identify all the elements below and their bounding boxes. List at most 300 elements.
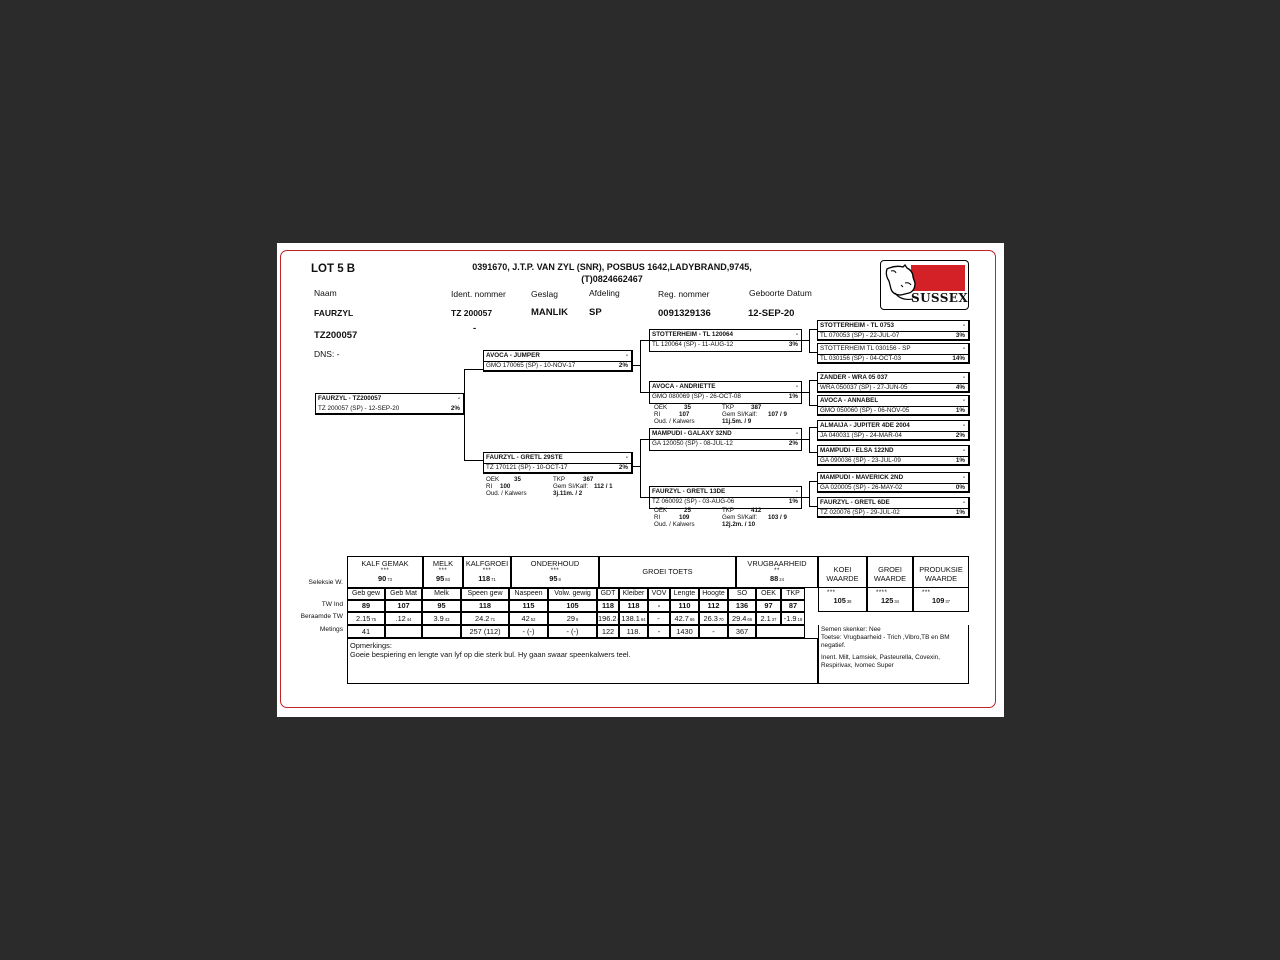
metings-empty-cell	[756, 625, 805, 638]
col-header	[597, 588, 619, 600]
groei-waarde-value	[867, 588, 913, 612]
pedigree-dash: -	[795, 383, 798, 390]
value-afdeling: SP	[589, 307, 602, 318]
produksie-waarde-value	[913, 588, 969, 612]
label-reg: Reg. nommer	[658, 289, 710, 299]
pedigree-reg: GMO 080069 (SP) - 26-OCT-08	[652, 393, 741, 400]
pedigree-dash: -	[625, 352, 628, 359]
col-header	[461, 588, 509, 600]
cell-value: Hoogte	[702, 590, 725, 597]
cell-value: -	[712, 627, 715, 636]
toetse-text: Toetse: Vrugbaarheid - Trich ,Vibro,TB en BM negatief.	[821, 634, 950, 649]
group-vrugbaarheid	[736, 556, 818, 588]
stat-label: Gem SI/Kalf:	[553, 483, 589, 490]
metings-cell	[347, 625, 385, 638]
stat-value: 35	[684, 404, 691, 411]
group-sel: 95	[436, 574, 445, 583]
cell-value: Geb gew	[351, 590, 381, 597]
stat-value: 3j.11m. / 2	[553, 490, 583, 497]
group-produksie-waarde	[913, 556, 969, 588]
group-stars: ***	[482, 568, 492, 574]
beraamde-cell	[597, 612, 619, 625]
pedigree-pct: 3%	[788, 341, 798, 348]
pedigree-pct: 2%	[450, 405, 460, 412]
cell-value: 118.	[626, 627, 641, 636]
stat-value: 25	[684, 507, 691, 514]
cell-value: 118	[627, 601, 640, 610]
pedigree-reg: GA 120050 (SP) - 08-JUL-12	[652, 440, 733, 447]
waarde-value: 105	[833, 596, 846, 605]
label-naam: Naam	[314, 288, 337, 298]
pedigree-dash: -	[962, 322, 965, 329]
group-sel-sub: 71	[491, 577, 496, 582]
stat-value: 100	[500, 483, 511, 490]
cell-value: 29	[566, 614, 575, 623]
col-header	[385, 588, 422, 600]
waarde-value: 125	[880, 596, 894, 605]
col-header	[728, 588, 756, 600]
cell-value: 136	[735, 601, 749, 610]
beraamde-cell	[728, 612, 756, 625]
waarde-sub: 34	[894, 599, 899, 604]
cell-value: - (-)	[566, 627, 579, 636]
tw-ind-cell	[619, 600, 648, 612]
metings-cell	[699, 625, 728, 638]
row-label-metings: Metings	[319, 626, 343, 633]
group-groei-toets	[599, 556, 736, 588]
pedigree-sire-dam	[649, 381, 802, 404]
group-stars: ***	[438, 568, 448, 574]
group-label: WAARDE	[924, 574, 958, 583]
cell-value: 24.2	[474, 614, 490, 623]
logo-wordmark: SUSSEX	[911, 291, 969, 305]
cell-value: 115	[522, 601, 535, 610]
tw-ind-cell	[422, 600, 461, 612]
tw-ind-cell	[648, 600, 670, 612]
pedigree-dash: -	[962, 474, 965, 481]
pedigree-reg: TL 120064 (SP) - 11-AUG-12	[652, 341, 734, 348]
pedigree-pct: 2%	[955, 432, 965, 439]
pedigree-dash: -	[457, 395, 460, 402]
pedigree-pct: 1%	[955, 457, 965, 464]
group-label: WAARDE	[826, 574, 859, 583]
beraamde-cell	[670, 612, 699, 625]
group-kalf-gemak	[347, 556, 423, 588]
stat-value: 103 / 9	[768, 514, 787, 521]
waarde-stars: ****	[876, 590, 888, 596]
group-sel-sub: 8	[558, 577, 561, 582]
stat-value: 11j.5m. / 9	[722, 418, 752, 425]
cell-value: 257 (112)	[469, 627, 501, 636]
stat-label: TKP	[722, 507, 735, 514]
waarde-sub: 38	[846, 599, 852, 604]
pedigree-dash: -	[962, 499, 965, 506]
pedigree-pct: 3%	[955, 332, 965, 339]
cell-sub: 66	[689, 617, 695, 622]
col-header	[548, 588, 597, 600]
metings-cell	[548, 625, 597, 638]
pedigree-reg: TZ 020076 (SP) - 29-JUL-02	[820, 509, 900, 516]
cell-value: 1430	[676, 627, 693, 636]
row-label-tw: TW Ind	[321, 601, 343, 608]
beraamde-cell	[781, 612, 805, 625]
cell-value: 196.2	[598, 614, 617, 623]
cell-value: Speen gew	[467, 590, 503, 597]
group-sel: 118	[478, 574, 491, 583]
pedigree-name: MAMPUDI - ELSA 122ND	[820, 447, 894, 454]
stat-value: 12j.2m. / 10	[722, 521, 756, 528]
pedigree-pct: 1%	[788, 393, 798, 400]
cell-value: Naspeen	[514, 590, 543, 597]
col-header	[756, 588, 781, 600]
beraamde-cell	[422, 612, 461, 625]
sussex-logo	[880, 260, 969, 310]
cell-sub: 19	[797, 617, 803, 622]
group-label: WAARDE	[873, 574, 907, 583]
notes-box	[818, 625, 969, 684]
pedigree-reg: WRA 050037 (SP) - 27-JUN-05	[820, 384, 908, 391]
pedigree-dash: -	[962, 397, 965, 404]
cell-value: 89	[361, 601, 371, 610]
stat-value: 112 / 1	[594, 483, 613, 490]
semen-text: Semen skenker: Nee	[821, 626, 881, 633]
pedigree-pct: 2%	[618, 464, 628, 471]
stat-value: 35	[514, 476, 521, 483]
cell-value: -1.9	[783, 614, 797, 623]
pedigree-pct: 14%	[952, 355, 965, 362]
pedigree-dash: -	[795, 331, 798, 338]
pedigree-dam	[483, 452, 633, 474]
stat-label: Oud. / Kalwers	[654, 521, 695, 528]
beraamde-cell	[619, 612, 648, 625]
label-afdeling: Afdeling	[589, 288, 620, 298]
cell-value: 95	[437, 601, 446, 610]
pedigree-dash: -	[625, 454, 628, 461]
group-label: VRUGBAARHEID	[747, 559, 807, 568]
cell-value: 26.3	[703, 614, 718, 623]
label-ident: Ident. nommer	[451, 289, 506, 299]
cell-value: 3.9	[433, 614, 444, 623]
col-header	[619, 588, 648, 600]
group-groei-waarde	[867, 556, 913, 588]
tw-ind-cell	[548, 600, 597, 612]
pedigree-reg: GMO 050060 (SP) - 06-NOV-05	[820, 407, 910, 414]
inent-text: Inent. Milt, Lamsiek, Pasteurella, Covexin, Respirivax, Ivomec Super	[821, 654, 940, 669]
stat-label: OEK	[486, 476, 500, 483]
beraamde-cell	[385, 612, 422, 625]
waarde-stars: ***	[922, 590, 931, 596]
remarks-label: Opmerkings:	[350, 641, 392, 650]
stat-label: Gem SI/Kalf:	[722, 514, 758, 521]
pedigree-gen3-7	[817, 472, 970, 493]
cell-value: 29.4	[731, 614, 747, 623]
stat-label: RI	[654, 411, 661, 418]
cell-value: -	[657, 614, 660, 623]
group-label: MELK	[432, 559, 454, 568]
cell-sub: 37	[771, 617, 777, 622]
remarks-box	[347, 638, 818, 684]
stat-value: 109	[679, 514, 690, 521]
pedigree-pct: 1%	[955, 407, 965, 414]
beraamde-cell	[648, 612, 670, 625]
group-label: PRODUKSIE	[919, 565, 963, 574]
pedigree-dash: -	[962, 374, 965, 381]
cell-value: 42	[521, 614, 530, 623]
lot-card	[277, 243, 1004, 717]
pedigree-gen3-4	[817, 395, 970, 416]
pedigree-reg: TL 070053 (SP) - 22-JUL-07	[820, 332, 900, 339]
stat-label: RI	[654, 514, 661, 521]
pedigree-name: FAURZYL - GRETL 13DE	[652, 488, 726, 495]
cell-value: Geb Mat	[390, 590, 417, 597]
col-header	[509, 588, 548, 600]
col-header	[648, 588, 670, 600]
pedigree-name: MAMPUDI - GALAXY 32ND	[652, 430, 732, 437]
cell-value: 105	[566, 601, 579, 610]
pedigree-name: FAURZYL - TZ200057	[318, 395, 382, 402]
group-label: KALFGROEI	[465, 559, 509, 568]
group-label: GROEI TOETS	[642, 567, 693, 576]
pedigree-dash: -	[962, 422, 965, 429]
beraamde-cell	[548, 612, 597, 625]
value-ident: TZ 200057	[451, 308, 493, 318]
group-stars: **	[774, 568, 780, 574]
cell-value: Volw. gewig	[554, 590, 591, 597]
metings-cell	[597, 625, 619, 638]
pedigree-reg: TL 030156 (SP) - 04-OCT-03	[820, 355, 901, 362]
cell-value: 107	[397, 601, 410, 610]
group-kalfgroei	[463, 556, 511, 588]
cell-value: SO	[736, 590, 748, 597]
pedigree-dash: -	[795, 488, 798, 495]
cell-sub: 44	[406, 617, 412, 622]
cell-sub: 66	[747, 617, 753, 622]
remarks-text: Goeie bespiering en lengte van lyf op die sterk bul. Hy gaan swaar speenkalwers teel.	[350, 650, 631, 659]
cell-value: GDT	[600, 590, 616, 597]
metings-cell	[728, 625, 756, 638]
stat-label: Gem SI/Kalf:	[722, 411, 758, 418]
pedigree-name: ZANDER - WRA 05 037	[820, 374, 888, 381]
pedigree-reg: GA 090036 (SP) - 23-JUL-09	[820, 457, 901, 464]
pedigree-name: AVOCA - JUMPER	[486, 352, 540, 359]
group-sel: 88	[770, 574, 779, 583]
col-header	[670, 588, 699, 600]
group-sel-sub: 83	[445, 577, 450, 582]
cell-value: 2.1	[760, 614, 771, 623]
value-geboorte: 12-SEP-20	[748, 308, 795, 319]
cell-value: Melk	[434, 590, 449, 597]
cell-value: 122	[601, 627, 615, 636]
pedigree-name: STOTTERHEIM - TL 0753	[820, 322, 894, 329]
tw-ind-cell	[728, 600, 756, 612]
col-header	[781, 588, 805, 600]
pedigree-name: STOTTERHEIM - TL 120064	[652, 331, 733, 338]
pedigree-dash: -	[795, 430, 798, 437]
pedigree-reg: GMO 170065 (SP) - 10-NOV-17	[486, 362, 576, 369]
pedigree-name: AVOCA - ANDRIETTE	[652, 383, 716, 390]
pedigree-name: STOTTERHEIM TL 030156 - SP	[820, 345, 911, 352]
cell-value: Lengte	[673, 590, 696, 597]
stat-value: 367	[583, 476, 594, 483]
pedigree-dash: -	[962, 345, 965, 352]
pedigree-pct: 4%	[955, 384, 965, 391]
cell-value: 138.1	[621, 614, 640, 623]
cell-value: OEK	[761, 590, 776, 597]
pedigree-pct: 0%	[955, 484, 965, 491]
cell-value: Kleiber	[622, 590, 645, 597]
label-geslag: Geslag	[531, 289, 558, 299]
group-label: KOEI	[833, 565, 852, 574]
pedigree-pct: 2%	[618, 362, 628, 369]
stat-label: Oud. / Kalwers	[486, 490, 527, 497]
metings-cell	[648, 625, 670, 638]
group-sel-sub: 24	[779, 577, 784, 582]
cell-value: 118	[479, 601, 491, 610]
cell-sub: 71	[490, 617, 496, 622]
waarde-sub: 37	[945, 599, 950, 604]
pedigree-dam-dam	[649, 486, 802, 509]
pedigree-reg: TZ 060092 (SP) - 03-AUG-06	[652, 498, 735, 505]
value-naam: FAURZYL	[314, 308, 354, 318]
stat-label: OEK	[654, 507, 668, 514]
cell-value: - (-)	[522, 627, 535, 636]
tw-ind-cell	[461, 600, 509, 612]
cell-value: 110	[678, 601, 691, 610]
tw-ind-cell	[756, 600, 781, 612]
cell-value: 112	[707, 601, 720, 610]
group-stars: ***	[550, 568, 560, 574]
dns-status: DNS: -	[314, 349, 340, 359]
cell-value: 118	[602, 601, 614, 610]
waarde-stars: ***	[827, 590, 836, 596]
pedigree-sire	[483, 350, 633, 372]
cell-value: 42.7	[674, 614, 689, 623]
cell-sub: 64	[640, 617, 646, 622]
koei-waarde-value	[818, 588, 867, 612]
tw-ind-cell	[509, 600, 548, 612]
stat-label: RI	[486, 483, 493, 490]
stat-label: OEK	[654, 404, 668, 411]
cell-sub: 43	[444, 617, 450, 622]
pedigree-gen3-3	[817, 372, 970, 393]
cell-value: 41	[361, 627, 371, 636]
col-header	[699, 588, 728, 600]
pedigree-sire-sire	[649, 329, 802, 352]
stat-label: Oud. / Kalwers	[654, 418, 695, 425]
tw-ind-cell	[597, 600, 619, 612]
pedigree-pct: 2%	[788, 440, 798, 447]
waarde-value: 109	[931, 596, 945, 605]
metings-cell	[670, 625, 699, 638]
group-sel: 90	[378, 574, 387, 583]
owner-line-1: 0391670, J.T.P. VAN ZYL (SNR), POSBUS 1642,LADYBRAND,9745,	[472, 262, 752, 272]
pedigree-dash: -	[962, 447, 965, 454]
pedigree-pct: 1%	[788, 498, 798, 505]
pedigree-name: AVOCA - ANNABEL	[820, 397, 879, 404]
col-header	[347, 588, 385, 600]
pedigree-reg: JA 040031 (SP) - 24-MAR-04	[820, 432, 902, 439]
tz-dash: -	[473, 323, 477, 334]
beraamde-cell	[461, 612, 509, 625]
pedigree-gen3-6	[817, 445, 970, 466]
group-melk	[423, 556, 463, 588]
pedigree-dam-sire	[649, 428, 802, 451]
metings-cell	[422, 625, 461, 638]
metings-cell	[509, 625, 548, 638]
group-onderhoud	[511, 556, 599, 588]
tw-ind-cell	[670, 600, 699, 612]
cell-value: TKP	[786, 590, 800, 597]
owner-line-2: (T)0824662467	[581, 274, 643, 284]
pedigree-reg: TZ 170121 (SP) - 10-OCT-17	[486, 464, 568, 471]
pedigree-gen3-8	[817, 497, 970, 518]
tw-ind-cell	[347, 600, 385, 612]
pedigree-gen3-2	[817, 343, 970, 364]
group-label: GROEI	[878, 565, 902, 574]
pedigree-reg: GA 020005 (SP) - 26-MAY-02	[820, 484, 903, 491]
pedigree-name: ALMAIJA - JUPITER 4DE 2004	[820, 422, 910, 429]
stat-value: 412	[751, 507, 762, 514]
group-sel-sub: 73	[387, 577, 392, 582]
lot-number: LOT 5 B	[311, 263, 356, 275]
beraamde-cell	[509, 612, 548, 625]
cell-sub: 70	[718, 617, 724, 622]
tw-ind-cell	[699, 600, 728, 612]
metings-cell	[461, 625, 509, 638]
owner-info	[447, 261, 777, 285]
tw-ind-cell	[385, 600, 422, 612]
cell-value: VOV	[651, 590, 667, 597]
pedigree-gen3-1	[817, 320, 970, 341]
cell-value: 97	[764, 601, 773, 610]
tz-code: TZ200057	[314, 330, 358, 341]
cell-sub: 52	[530, 617, 536, 622]
group-label: ONDERHOUD	[530, 559, 580, 568]
cell-value: -	[657, 601, 661, 610]
pedigree-name: MAMPUDI - MAVERICK 2ND	[820, 474, 904, 481]
cell-value: .12	[395, 614, 406, 623]
stat-value: 107	[679, 411, 690, 418]
cell-sub: 8	[575, 617, 579, 622]
group-koei-waarde	[818, 556, 867, 588]
cell-value: 87	[788, 601, 798, 610]
row-label-seleksie: Seleksie W.	[308, 579, 343, 586]
stat-label: TKP	[553, 476, 566, 483]
beraamde-cell	[699, 612, 728, 625]
metings-cell	[619, 625, 648, 638]
group-stars: ***	[380, 568, 390, 574]
cell-sub: 75	[371, 617, 377, 622]
group-sel: 95	[549, 574, 558, 583]
pedigree-gen3-5	[817, 420, 970, 441]
pedigree-name: FAURZYL - GRETL 29STE	[486, 454, 563, 461]
cell-value: 2.15	[355, 614, 371, 623]
stat-value: 387	[751, 404, 762, 411]
tw-ind-cell	[781, 600, 805, 612]
beraamde-cell	[347, 612, 385, 625]
beraamde-cell	[756, 612, 781, 625]
cell-value: -	[657, 627, 661, 636]
pedigree-pct: 1%	[955, 509, 965, 516]
metings-cell	[385, 625, 422, 638]
group-label: KALF GEMAK	[361, 559, 409, 568]
value-reg: 0091329136	[658, 308, 711, 319]
value-geslag: MANLIK	[531, 307, 568, 318]
stat-label: TKP	[722, 404, 735, 411]
label-geboorte: Geboorte Datum	[749, 288, 812, 298]
pedigree-name: FAURZYL - GRETL 6DE	[820, 499, 890, 506]
col-header	[422, 588, 461, 600]
